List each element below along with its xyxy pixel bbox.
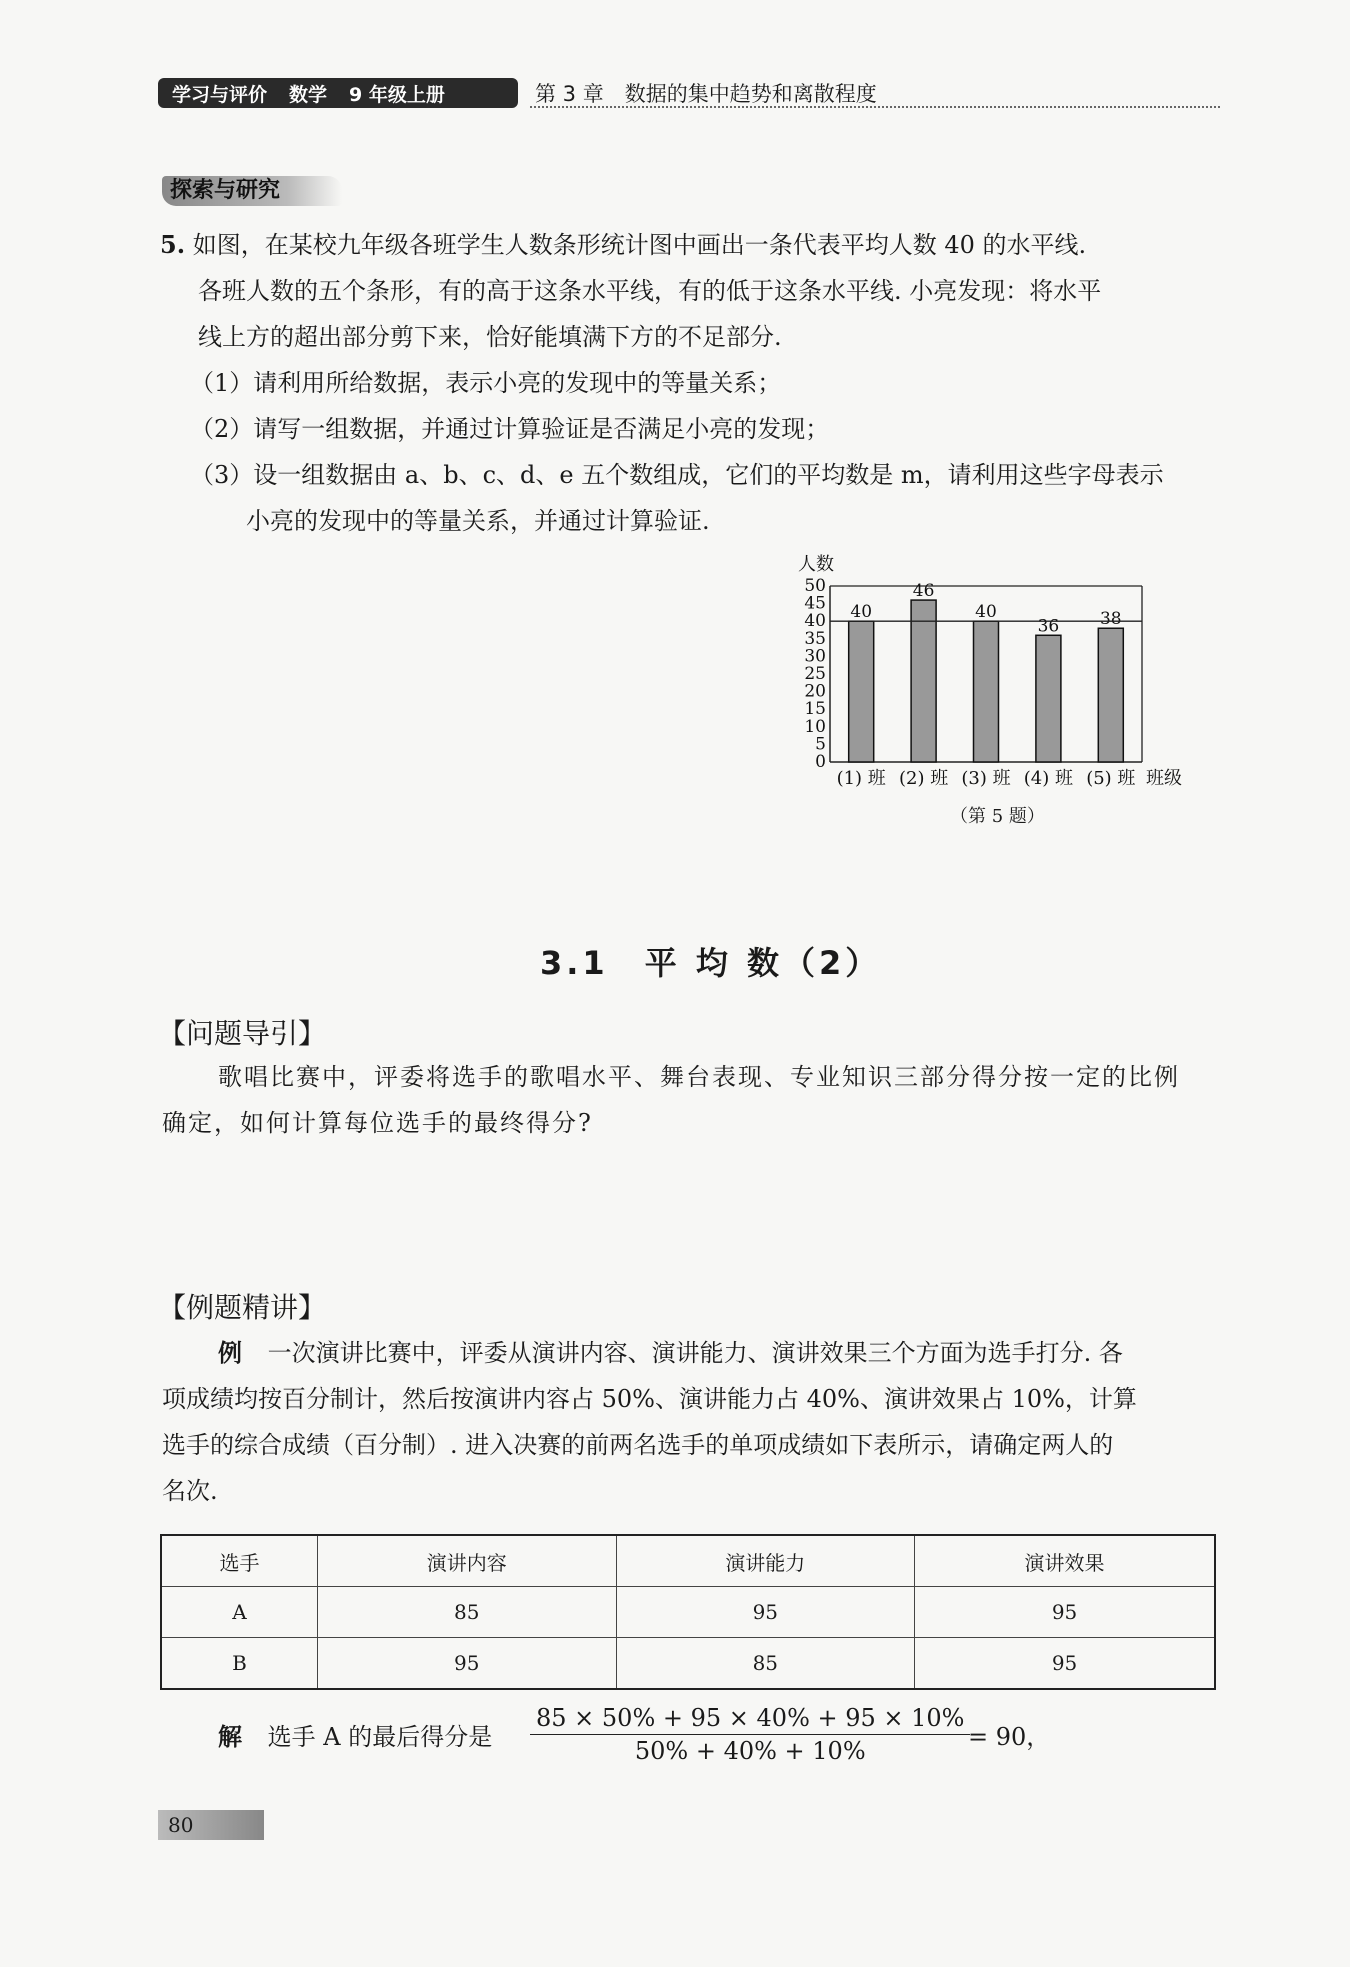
header-tag-item: 9 年级上册 [349,83,445,106]
question-text: 如图，在某校九年级各班学生人数条形统计图中画出一条代表平均人数 40 的水平线. [192,231,1087,259]
score-table [160,1534,1216,1690]
subquestion-3-cont: 小亮的发现中的等量关系，并通过计算验证. [246,507,710,535]
header-tag-item: 数学 [289,83,328,106]
bar [974,621,999,762]
solution-label: 解 [218,1722,242,1751]
table-cell: 85 [616,1638,915,1690]
table-cell: 85 [317,1587,616,1638]
example-line [218,1330,1123,1376]
y-tick-label: 50 [804,576,826,596]
score-fraction [530,1704,970,1765]
table-cell: 95 [915,1638,1215,1690]
guide-heading: 【问题导引】 [158,1017,327,1050]
example-text: 一次演讲比赛中，评委从演讲内容、演讲能力、演讲效果三个方面为选手打分. 各 [267,1339,1123,1367]
y-tick-label: 10 [804,716,826,737]
bar [1098,628,1123,762]
table-header-cell: 选手 [161,1535,317,1587]
x-tick-label: (5) 班 [1086,768,1136,789]
table-cell: 95 [616,1587,915,1638]
table-header-row [161,1535,1215,1587]
chapter-title: 第 3 章 数据的集中趋势和离散程度 [535,82,877,106]
bar-data-label: 46 [912,581,935,602]
x-axis-label: 班级 [1146,768,1182,789]
solution-line [218,1714,492,1760]
fraction-numerator: 85 × 50% + 95 × 40% + 95 × 10% [530,1704,970,1735]
y-tick-label: 0 [815,752,826,772]
table-header-cell: 演讲能力 [616,1535,915,1587]
fraction-result: = 90， [968,1723,1051,1751]
table-cell: 95 [317,1638,616,1690]
bar [849,621,874,762]
example-label: 例 [218,1338,242,1367]
y-tick-label: 40 [804,611,826,632]
bar-data-label: 38 [1099,609,1122,630]
bar-chart [790,548,1210,798]
question-number: 5. [160,230,186,259]
subquestion-2: （2）请写一组数据，并通过计算验证是否满足小亮的发现； [190,415,830,443]
y-tick-label: 30 [804,646,826,667]
x-tick-label: (3) 班 [961,768,1011,789]
y-tick-label: 15 [804,699,826,720]
page-number: 80 [158,1810,264,1840]
section-title: 3.1 平 均 数（2） [540,944,882,982]
x-tick-label: (1) 班 [836,768,886,789]
example-line: 项成绩均按百分制计，然后按演讲内容占 50%、演讲能力占 40%、演讲效果占 10%，计算 [162,1385,1137,1413]
table-header-cell: 演讲效果 [915,1535,1215,1587]
bar [1036,635,1061,762]
y-axis-label: 人数 [798,554,834,575]
y-tick-label: 35 [804,628,826,649]
section-tag: 探索与研究 [162,176,342,206]
table-header-cell: 演讲内容 [317,1535,616,1587]
table-row [161,1638,1215,1690]
example-line: 名次. [162,1477,218,1505]
y-tick-label: 45 [804,593,826,614]
x-tick-label: (4) 班 [1023,768,1074,789]
y-tick-label: 25 [804,664,826,684]
table-cell: B [161,1638,317,1690]
header-book-tag [158,78,518,108]
table-cell: 95 [915,1587,1215,1638]
solution-text: 选手 A 的最后得分是 [267,1723,493,1751]
example-heading: 【例题精讲】 [158,1291,327,1324]
table-cell: A [161,1587,317,1638]
subquestion-1: （1）请利用所给数据，表示小亮的发现中的等量关系； [190,369,782,397]
question-line: 线上方的超出部分剪下来，恰好能填满下方的不足部分. [198,323,782,351]
chart-caption: （第 5 题） [950,806,1045,827]
example-line: 选手的综合成绩（百分制）. 进入决赛的前两名选手的单项成绩如下表所示，请确定两人的 [162,1431,1114,1459]
header-divider [530,106,1220,108]
bar [911,600,936,762]
bar-data-label: 40 [850,602,873,623]
x-tick-label: (2) 班 [898,768,949,789]
question-line: 各班人数的五个条形，有的高于这条水平线，有的低于这条水平线. 小亮发现：将水平 [198,277,1102,305]
guide-line: 歌唱比赛中，评委将选手的歌唱水平、舞台表现、专业知识三部分得分按一定的比例 [218,1063,1180,1091]
fraction-denominator: 50% + 40% + 10% [634,1737,866,1765]
bar-data-label: 36 [1037,616,1060,637]
table-row [161,1587,1215,1638]
subquestion-3: （3）设一组数据由 a、b、c、d、e 五个数组成，它们的平均数是 m，请利用这些字母表示 [190,461,1164,489]
bar-data-label: 40 [975,602,997,623]
y-tick-label: 5 [815,734,826,755]
header-tag-item: 学习与评价 [172,83,268,106]
guide-line: 确定，如何计算每位选手的最终得分? [162,1109,593,1137]
y-tick-label: 20 [804,681,826,702]
question-line [160,222,1086,268]
